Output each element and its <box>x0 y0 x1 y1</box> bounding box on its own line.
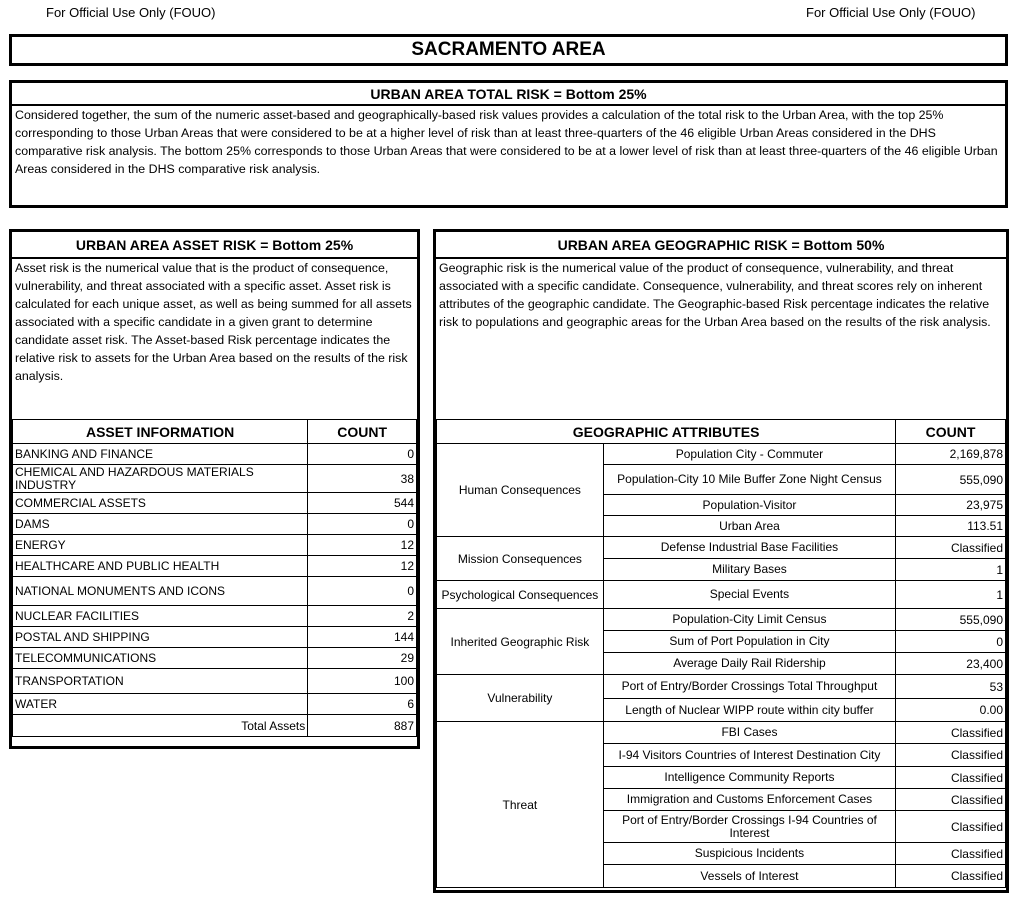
total-risk-heading: URBAN AREA TOTAL RISK = Bottom 25% <box>12 83 1005 106</box>
asset-name: NUCLEAR FACILITIES <box>13 606 308 627</box>
table-row <box>13 694 417 715</box>
asset-count: 2 <box>308 606 417 627</box>
asset-count: 12 <box>308 535 417 556</box>
geo-category: Human Consequences <box>437 444 604 537</box>
asset-name: NATIONAL MONUMENTS AND ICONS <box>13 577 308 606</box>
asset-risk-heading: URBAN AREA ASSET RISK = Bottom 25% <box>12 232 417 259</box>
asset-count: 38 <box>308 465 417 493</box>
geo-attribute: Population-City Limit Census <box>603 609 895 631</box>
geo-table <box>436 419 1006 888</box>
asset-count: 0 <box>308 444 417 465</box>
geo-count: Classified <box>896 537 1006 559</box>
geo-attribute: Defense Industrial Base Facilities <box>603 537 895 559</box>
asset-name: HEALTHCARE AND PUBLIC HEALTH <box>13 556 308 577</box>
asset-count: 144 <box>308 627 417 648</box>
asset-risk-text: Asset risk is the numerical value that is the product of consequence, vulnerability, and threat associated with a specific asset. Asset risk is calculated for each unique asset, as well as being summed for all assets associated with a specific candidate in a given grant to determine candidate asset risk. The Asset-based Risk percentage indicates the relative risk to assets for the Urban Area based on the results of the risk analysis. <box>15 261 412 383</box>
geo-count: 0.00 <box>896 699 1006 722</box>
asset-name: TRANSPORTATION <box>13 669 308 694</box>
geo-category: Psychological Consequences <box>437 581 604 609</box>
asset-table <box>12 419 417 737</box>
table-row <box>13 669 417 694</box>
geo-count: Classified <box>896 843 1006 865</box>
geo-attribute: Port of Entry/Border Crossings Total Throughput <box>603 675 895 699</box>
geo-attribute: Length of Nuclear WIPP route within city buffer <box>603 699 895 722</box>
table-row <box>13 493 417 514</box>
table-row <box>13 465 417 493</box>
geo-attribute: Sum of Port Population in City <box>603 631 895 653</box>
geo-attribute: FBI Cases <box>603 722 895 744</box>
asset-name: CHEMICAL AND HAZARDOUS MATERIALS INDUSTRY <box>13 465 308 493</box>
table-row <box>437 537 1006 559</box>
geo-count: 23,400 <box>896 653 1006 675</box>
header-left: For Official Use Only (FOUO) <box>46 5 216 20</box>
geo-count: 23,975 <box>896 495 1006 516</box>
geo-count: Classified <box>896 811 1006 843</box>
asset-name: DAMS <box>13 514 308 535</box>
geo-attribute: Vessels of Interest <box>603 865 895 888</box>
table-row <box>13 514 417 535</box>
geo-category: Threat <box>437 722 604 888</box>
asset-name: WATER <box>13 694 308 715</box>
asset-count: 544 <box>308 493 417 514</box>
total-risk-text: Considered together, the sum of the numeric asset-based and geographically-based risk values provides a calculation of the total risk to the Urban Area, with the top 25% corresponding to those Urban Areas that were considered to be at a higher level of risk than at least three-quarters of the 46 eligible Urban Areas considered in the DHS comparative risk analysis. The bottom 25% corresponds to those Urban Areas that were considered to be at a lower level of risk than at least three-quarters of the 46 eligible Urban Areas considered in the DHS comparative risk analysis. <box>15 108 998 176</box>
geo-risk-section <box>433 229 1009 893</box>
asset-count: 100 <box>308 669 417 694</box>
table-row <box>437 675 1006 699</box>
geo-count: Classified <box>896 722 1006 744</box>
geo-risk-text: Geographic risk is the numerical value of the product of consequence, vulnerability, and threat associated with a specific candidate. Consequence, vulnerability, and threat scores rely on inherent attributes of the geographic candidate. The Geographic-based Risk percentage indicates the relative risk to populations and geographic areas for the Urban Area based on the results of the risk analysis. <box>439 261 991 329</box>
asset-name: COMMERCIAL ASSETS <box>13 493 308 514</box>
table-row <box>13 535 417 556</box>
total-row <box>13 715 417 737</box>
total-assets-label: Total Assets <box>13 715 308 737</box>
geo-category: Inherited Geographic Risk <box>437 609 604 675</box>
total-assets-value: 887 <box>308 715 417 737</box>
table-row <box>437 722 1006 744</box>
geo-attribute: Special Events <box>603 581 895 609</box>
table-row <box>13 577 417 606</box>
asset-count-header: COUNT <box>308 420 417 444</box>
asset-count: 6 <box>308 694 417 715</box>
geo-count-header: COUNT <box>896 420 1006 444</box>
geo-count: 1 <box>896 581 1006 609</box>
asset-name: POSTAL AND SHIPPING <box>13 627 308 648</box>
asset-count: 0 <box>308 514 417 535</box>
asset-risk-section <box>9 229 420 749</box>
geo-category: Vulnerability <box>437 675 604 722</box>
asset-count: 0 <box>308 577 417 606</box>
geo-risk-heading: URBAN AREA GEOGRAPHIC RISK = Bottom 50% <box>436 232 1006 259</box>
header-right: For Official Use Only (FOUO) <box>806 5 976 20</box>
page-title: SACRAMENTO AREA <box>9 34 1008 66</box>
asset-count: 29 <box>308 648 417 669</box>
geo-attribute: Suspicious Incidents <box>603 843 895 865</box>
geo-attribute: Urban Area <box>603 516 895 537</box>
table-row <box>13 444 417 465</box>
asset-count: 12 <box>308 556 417 577</box>
geo-count: 2,169,878 <box>896 444 1006 465</box>
geo-count: Classified <box>896 789 1006 811</box>
total-risk-section <box>9 80 1008 208</box>
geo-attribute: I-94 Visitors Countries of Interest Destination City <box>603 744 895 767</box>
geo-attribute: Population-Visitor <box>603 495 895 516</box>
geo-count: 0 <box>896 631 1006 653</box>
geo-count: Classified <box>896 865 1006 888</box>
geo-count: 555,090 <box>896 609 1006 631</box>
geo-count: 53 <box>896 675 1006 699</box>
table-row <box>13 627 417 648</box>
geo-attribute: Military Bases <box>603 559 895 581</box>
geo-category: Mission Consequences <box>437 537 604 581</box>
geo-count: 1 <box>896 559 1006 581</box>
table-row <box>437 609 1006 631</box>
asset-name: TELECOMMUNICATIONS <box>13 648 308 669</box>
geo-attribute: Port of Entry/Border Crossings I-94 Countries of Interest <box>603 811 895 843</box>
asset-name: BANKING AND FINANCE <box>13 444 308 465</box>
table-row <box>13 556 417 577</box>
geo-attribute: Population-City 10 Mile Buffer Zone Night Census <box>603 465 895 495</box>
geo-count: Classified <box>896 744 1006 767</box>
table-row <box>13 648 417 669</box>
geo-attr-header: GEOGRAPHIC ATTRIBUTES <box>437 420 896 444</box>
geo-attribute: Intelligence Community Reports <box>603 767 895 789</box>
geo-count: 113.51 <box>896 516 1006 537</box>
geo-attribute: Immigration and Customs Enforcement Cases <box>603 789 895 811</box>
geo-count: Classified <box>896 767 1006 789</box>
geo-attribute: Average Daily Rail Ridership <box>603 653 895 675</box>
geo-attribute: Population City - Commuter <box>603 444 895 465</box>
geo-count: 555,090 <box>896 465 1006 495</box>
table-row <box>13 606 417 627</box>
table-row <box>437 581 1006 609</box>
asset-name: ENERGY <box>13 535 308 556</box>
asset-info-header: ASSET INFORMATION <box>13 420 308 444</box>
table-row <box>437 444 1006 465</box>
